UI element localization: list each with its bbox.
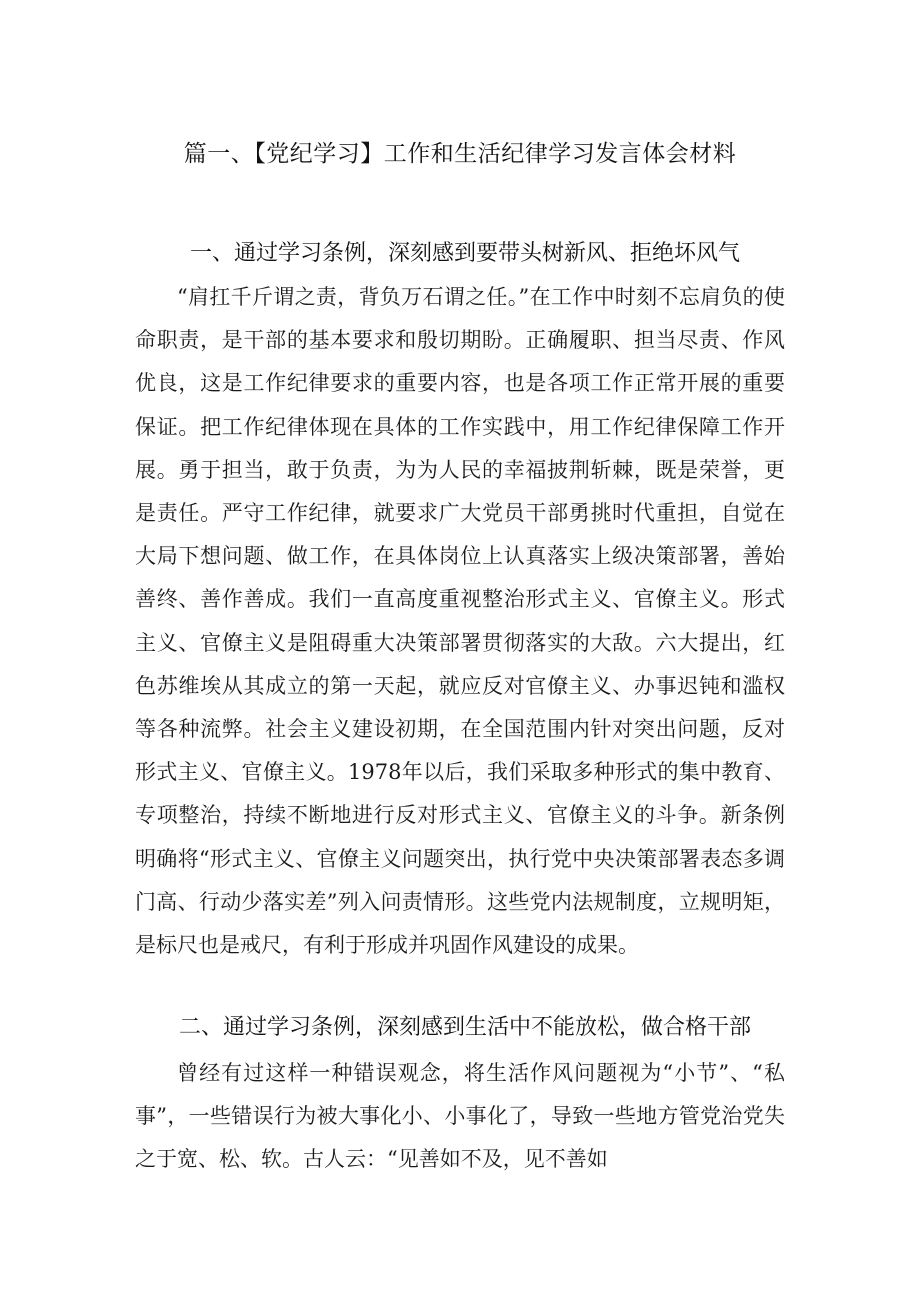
section-paragraph-1: “肩扛千斤谓之责，背负万石谓之任。”在工作中时刻不忘肩负的使命职责，是干部的基本要求和殷切期盼。正确履职、担当尽责、作风优良，这是工作纪律要求的重要内容，也是各项工作正常开展的重要保证。把工作纪律体现在具体的工作实践中，用工作纪律保障工作开展。勇于担当，敢于负责，为为人民的幸福披荆斩棘，既是荣誉，更是责任。严守工作纪律，就要求广大党员干部勇挑时代重担，自觉在大局下想问题、做工作，在具体岗位上认真落实上级决策部署，善始善终、善作善成。我们一直高度重视整治形式主义、官僚主义。形式主义、官僚主义是阻碍重大决策部署贯彻落实的大敌。六大提出，红色苏维埃从其成立的第一天起，就应反对官僚主义、办事迟钝和滥权等各种流弊。社会主义建设初期，在全国范围内针对突出问题，反对形式主义、官僚主义。1978年以后，我们采取多种形式的集中教育、专项整治，持续不断地进行反对形式主义、官僚主义的斗争。新条例明确将“形式主义、官僚主义问题突出，执行党中央决策部署表态多调门高、行动少落实差”列入问责情形。这些党内法规制度，立规明矩，是标尺也是戒尺，有利于形成并巩固作风建设的成果。 [135, 285, 785, 958]
section-heading-1: 一、通过学习条例，深刻感到要带头树新风、拒绝坏风气 [189, 241, 740, 266]
document-title: 篇一、【党纪学习】工作和生活纪律学习发言体会材料 [183, 141, 737, 167]
section-paragraph-2: 曾经有过这样一种错误观念，将生活作风问题视为“小节”、“私事”，一些错误行为被大事化小、小事化了，导致一些地方管党治党失之于宽、松、软。古人云：“见善如不及，见不善如 [135, 1061, 785, 1172]
section-heading-2: 二、通过学习条例，深刻感到生活中不能放松，做合格干部 [178, 1015, 751, 1040]
